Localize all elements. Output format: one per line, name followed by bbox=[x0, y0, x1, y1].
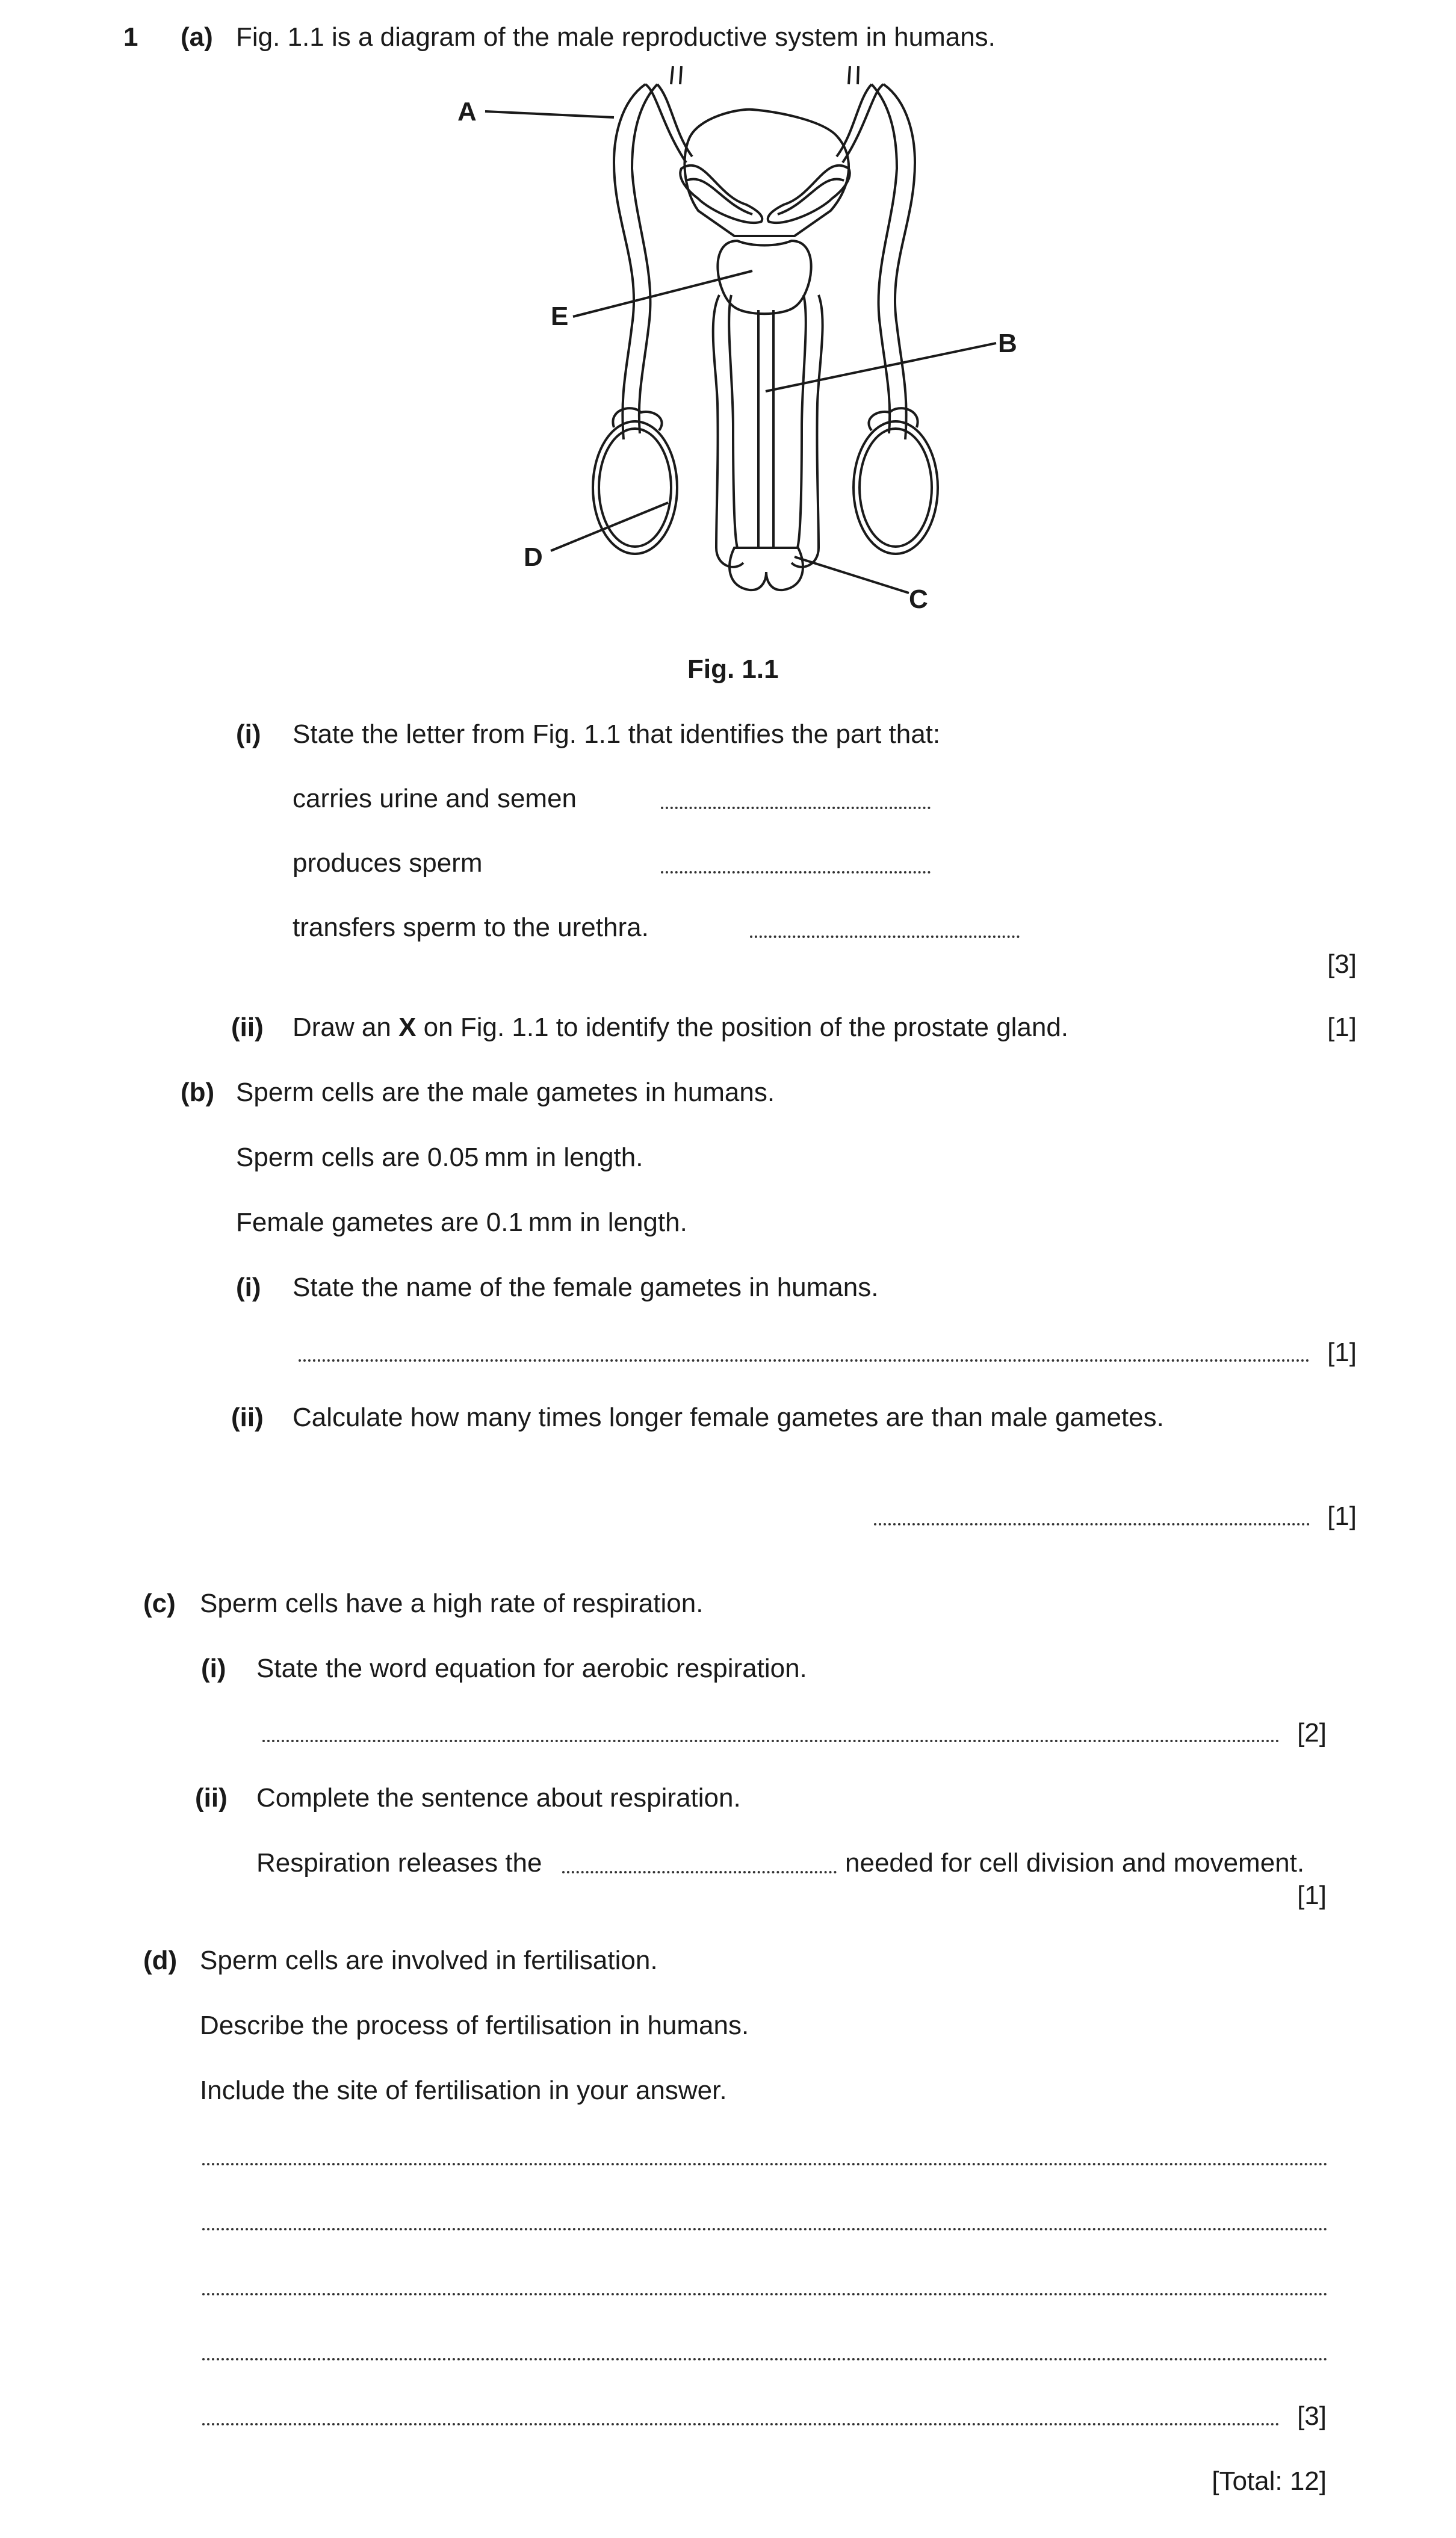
c-ii-prompt: Complete the sentence about respiration. bbox=[256, 1783, 741, 1813]
a-i-label: (i) bbox=[236, 719, 261, 749]
d-answer-line-1[interactable] bbox=[202, 2163, 1328, 2165]
a-ii-prompt: Draw an X on Fig. 1.1 to identify the position of the prostate gland. bbox=[293, 1013, 1069, 1042]
c-i-marks: [2] bbox=[1297, 1718, 1327, 1748]
label-d: D bbox=[524, 542, 543, 572]
d-answer-line-3[interactable] bbox=[202, 2293, 1328, 2295]
item-transfers-sperm: transfers sperm to the urethra. bbox=[293, 913, 649, 942]
c-ii-sentence-before: Respiration releases the bbox=[256, 1848, 542, 1878]
b-i-label: (i) bbox=[236, 1273, 261, 1302]
male-reproductive-system-diagram bbox=[433, 66, 1035, 632]
c-ii-marks: [1] bbox=[1297, 1881, 1327, 1910]
part-b-line2: Sperm cells are 0.05 mm in length. bbox=[236, 1143, 643, 1172]
part-b-line1: Sperm cells are the male gametes in humans. bbox=[236, 1078, 775, 1107]
part-d-line2: Describe the process of fertilisation in humans. bbox=[200, 2011, 749, 2040]
d-answer-line-4[interactable] bbox=[202, 2358, 1328, 2360]
c-i-prompt: State the word equation for aerobic respiration. bbox=[256, 1654, 807, 1683]
part-a-intro: Fig. 1.1 is a diagram of the male reproductive system in humans. bbox=[236, 22, 996, 52]
label-b: B bbox=[998, 329, 1017, 358]
a-i-marks: [3] bbox=[1327, 949, 1357, 979]
d-marks: [3] bbox=[1297, 2401, 1327, 2431]
question-number: 1 bbox=[123, 22, 138, 52]
part-d-label: (d) bbox=[143, 1946, 178, 1975]
part-b-line3: Female gametes are 0.1 mm in length. bbox=[236, 1208, 687, 1237]
b-ii-answer-line[interactable] bbox=[874, 1523, 1310, 1525]
a-ii-marks: [1] bbox=[1327, 1013, 1357, 1042]
b-i-marks: [1] bbox=[1327, 1338, 1357, 1367]
b-ii-label: (ii) bbox=[231, 1403, 264, 1432]
part-c-line1: Sperm cells have a high rate of respiration. bbox=[200, 1589, 704, 1618]
b-ii-prompt: Calculate how many times longer female gametes are than male gametes. bbox=[293, 1403, 1164, 1432]
c-ii-label: (ii) bbox=[195, 1783, 228, 1813]
c-i-label: (i) bbox=[201, 1654, 226, 1683]
b-i-answer-line[interactable] bbox=[299, 1359, 1310, 1362]
item-urine-semen: carries urine and semen bbox=[293, 784, 577, 813]
answer-line-urine-semen[interactable] bbox=[661, 807, 931, 809]
d-answer-line-2[interactable] bbox=[202, 2228, 1328, 2230]
part-d-line3: Include the site of fertilisation in your answer. bbox=[200, 2076, 727, 2105]
part-c-label: (c) bbox=[143, 1589, 176, 1618]
item-produces-sperm: produces sperm bbox=[293, 848, 483, 878]
a-ii-label: (ii) bbox=[231, 1013, 264, 1042]
label-c: C bbox=[909, 585, 928, 614]
figure-caption: Fig. 1.1 bbox=[687, 654, 779, 684]
label-a: A bbox=[457, 97, 477, 126]
total-marks: [Total: 12] bbox=[1212, 2466, 1327, 2496]
part-d-line1: Sperm cells are involved in fertilisation. bbox=[200, 1946, 658, 1975]
a-i-prompt: State the letter from Fig. 1.1 that identifies the part that: bbox=[293, 719, 941, 749]
d-answer-line-5[interactable] bbox=[202, 2423, 1280, 2425]
c-ii-sentence-after: needed for cell division and movement. bbox=[845, 1848, 1305, 1878]
part-a-label: (a) bbox=[181, 22, 213, 52]
c-ii-answer-gap[interactable] bbox=[562, 1871, 837, 1873]
answer-line-produces-sperm[interactable] bbox=[661, 871, 931, 873]
c-i-answer-line[interactable] bbox=[262, 1740, 1280, 1742]
part-b-label: (b) bbox=[181, 1078, 215, 1107]
label-e: E bbox=[551, 302, 569, 331]
answer-line-transfers-sperm[interactable] bbox=[750, 935, 1020, 938]
b-i-prompt: State the name of the female gametes in humans. bbox=[293, 1273, 879, 1302]
b-ii-marks: [1] bbox=[1327, 1501, 1357, 1531]
